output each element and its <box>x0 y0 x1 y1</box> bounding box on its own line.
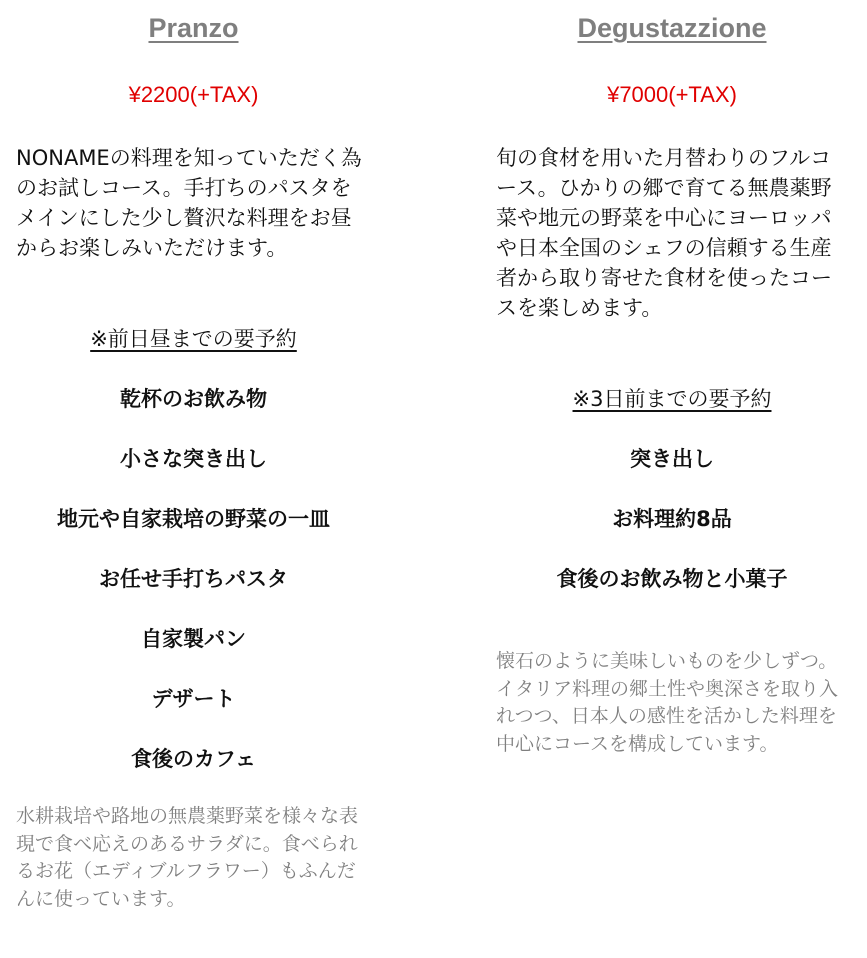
pranzo-course-item: デザート <box>151 687 236 711</box>
degustazione-course-item: お料理約8品 <box>612 507 732 531</box>
degustazione-course-item: 突き出し <box>630 447 714 471</box>
pranzo-description: NONAMEの料理を知っていただく為のお試しコース。手打ちのパスタをメインにした少し贅沢な料理をお昼からお楽しみいただけます。 <box>16 146 362 260</box>
pranzo-course-item: 自家製パン <box>141 627 246 651</box>
pranzo-course-item: 食後のカフェ <box>131 747 256 771</box>
pranzo-course-item: 小さな突き出し <box>120 447 267 471</box>
degustazione-reservation-note: ※3日前までの要予約 <box>572 387 772 411</box>
degustazione-footnote: 懐石のように美味しいものを少しずつ。イタリア料理の郷土性や奥深さを取り入れつつ、日本人の感性を活かした料理を中心にコースを構成しています。 <box>496 650 839 755</box>
degustazione-price: ¥7000(+TAX) <box>607 82 737 107</box>
degustazione-description: 旬の食材を用いた月替わりのフルコース。ひかりの郷で育てる無農薬野菜や地元の野菜を中心にヨーロッパや日本全国のシェフの信頼する生産者から取り寄せた食材を使ったコースを楽しめます。 <box>496 146 832 320</box>
pranzo-reservation-note: ※前日昼までの要予約 <box>90 327 297 351</box>
pranzo-course-item: 乾杯のお飲み物 <box>120 387 267 411</box>
degustazione-title: Degustazzione <box>577 13 767 43</box>
pranzo-price: ¥2200(+TAX) <box>128 82 259 107</box>
pranzo-title: Pranzo <box>148 13 239 43</box>
pranzo-footnote: 水耕栽培や路地の無農薬野菜を様々な表現で食べ応えのあるサラダに。食べられるお花（エディブルフラワー）もふんだんに使っています。 <box>16 805 359 910</box>
degustazione-course-item: 食後のお飲み物と小菓子 <box>556 567 788 591</box>
pranzo-course-item: お任せ手打ちパスタ <box>99 567 288 591</box>
pranzo-course-item: 地元や自家栽培の野菜の一皿 <box>57 507 330 531</box>
